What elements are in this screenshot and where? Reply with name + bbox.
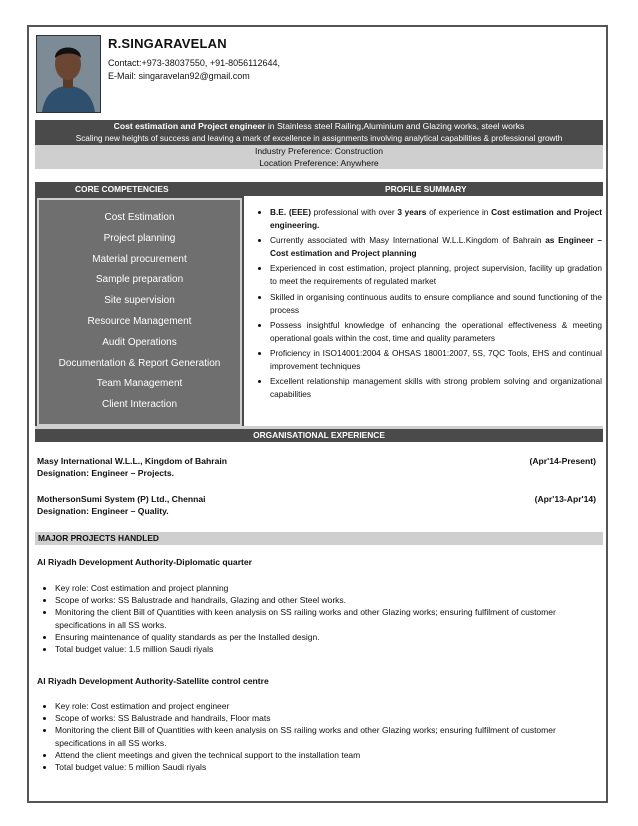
competency-item: Team Management (96, 378, 183, 390)
profile-item: • Currently associated with Masy International W.L.L.Kingdom of Bahrain as Engineer –Cost estimation and Project planning (270, 234, 602, 260)
company-name: MothersonSumi System (P) Ltd., Chennai (37, 494, 206, 504)
competency-item: Documentation & Report Generation (58, 357, 221, 369)
profile-item: • Proficiency in ISO14001:2004 & OHSAS 18001:2007, 5S, 7QC Tools, EHS and continual improvement techniques (270, 347, 602, 373)
profile-item: • Excellent relationship management skills with strong problem solving and organizational capabilities (270, 375, 602, 401)
competency-item: Sample preparation (95, 274, 184, 286)
major-projects-heading: MAJOR PROJECTS HANDLED (35, 532, 603, 545)
title-banner (35, 120, 603, 133)
job-designation: Designation: Engineer – Projects. (37, 468, 175, 478)
competency-item: Client Interaction (101, 399, 178, 411)
job-entry (37, 494, 601, 516)
title-scope: in Stainless steel Railing,Aluminium and Glazing works, steel works (265, 121, 525, 131)
contact-block (108, 57, 280, 82)
competencies-list (39, 200, 240, 416)
candidate-name: R.SINGARAVELAN (108, 36, 227, 51)
core-competencies-heading: CORE COMPETENCIES (75, 184, 169, 194)
project-bullet: • Attend the client meetings and given the technical support to the installation team (55, 749, 601, 761)
project-details (37, 582, 601, 655)
project-bullet: • Key role: Cost estimation and project engineer (55, 700, 601, 712)
competency-item: Site supervision (104, 295, 175, 307)
section-header-row (35, 182, 603, 196)
location-preference: Location Preference: Anywhere (35, 157, 603, 169)
project-details (37, 700, 601, 773)
profile-item: • Experienced in cost estimation, project planning, project supervision, facility up gradation to meet the requirements of regulated market (270, 262, 602, 288)
profile-summary-heading: PROFILE SUMMARY (385, 184, 467, 194)
person-photo-icon (37, 36, 100, 112)
project-bullet: • Total budget value: 1.5 million Saudi riyals (55, 643, 601, 655)
project-bullet: • Total budget value: 5 million Saudi riyals (55, 761, 601, 773)
profile-item: • B.E. (EEE) professional with over 3 years of experience in Cost estimation and Project engineering. (270, 206, 602, 232)
competencies-box (37, 198, 242, 426)
job-dates: (Apr'13-Apr'14) (534, 494, 596, 504)
competency-item: Project planning (103, 232, 176, 244)
profile-item: • Possess insightful knowledge of enhancing the operational effectiveness & meeting operational goals within the cost, time and quality parameters (270, 319, 602, 345)
organisational-experience-heading: ORGANISATIONAL EXPERIENCE (35, 429, 603, 442)
job-entry (37, 456, 601, 478)
industry-preference: Industry Preference: Construction (35, 145, 603, 157)
competency-item: Cost Estimation (104, 212, 175, 223)
job-designation: Designation: Engineer – Quality. (37, 506, 169, 516)
tagline: Scaling new heights of success and leaving a mark of excellence in assignments involving analytical capabilities & professional growth (35, 133, 603, 145)
project-bullet: • Ensuring maintenance of quality standards as per the Installed design. (55, 631, 601, 643)
competency-item: Resource Management (87, 315, 192, 327)
contact-phone: Contact:+973-38037550, +91-8056112644, (108, 58, 280, 68)
profile-summary (256, 206, 602, 403)
contact-email: E-Mail: singaravelan92@gmail.com (108, 70, 250, 81)
title-role: Cost estimation and Project engineer (113, 121, 266, 131)
profile-photo (36, 35, 101, 113)
project-bullet: • Scope of works: SS Balustrade and handrails, Glazing and other Steel works. (55, 594, 601, 606)
project-bullets (37, 582, 601, 655)
project-bullet: • Monitoring the client Bill of Quantities with keen analysis on SS railing works and other Glazing works; ensuring fulfilment of customer specifications in all SS works. (55, 724, 601, 748)
competency-item: Audit Operations (102, 336, 177, 348)
company-name: Masy International W.L.L., Kingdom of Bahrain (37, 456, 228, 466)
project-title: Al Riyadh Development Authority-Satellite control centre (37, 676, 269, 686)
project-bullets (37, 700, 601, 773)
job-dates: (Apr'14-Present) (529, 456, 596, 466)
profile-item: • Skilled in organising continuous audits to ensure compliance and sound functioning of the process (270, 291, 602, 317)
competency-item: Material procurement (92, 253, 187, 265)
project-title: Al Riyadh Development Authority-Diplomatic quarter (37, 557, 253, 567)
project-bullet: • Key role: Cost estimation and project planning (55, 582, 601, 594)
project-bullet: • Scope of works: SS Balustrade and handrails, Floor mats (55, 712, 601, 724)
project-bullet: • Monitoring the client Bill of Quantities with keen analysis on SS railing works and other Glazing works; ensuring fulfilment of customer specifications in all SS works. (55, 606, 601, 630)
